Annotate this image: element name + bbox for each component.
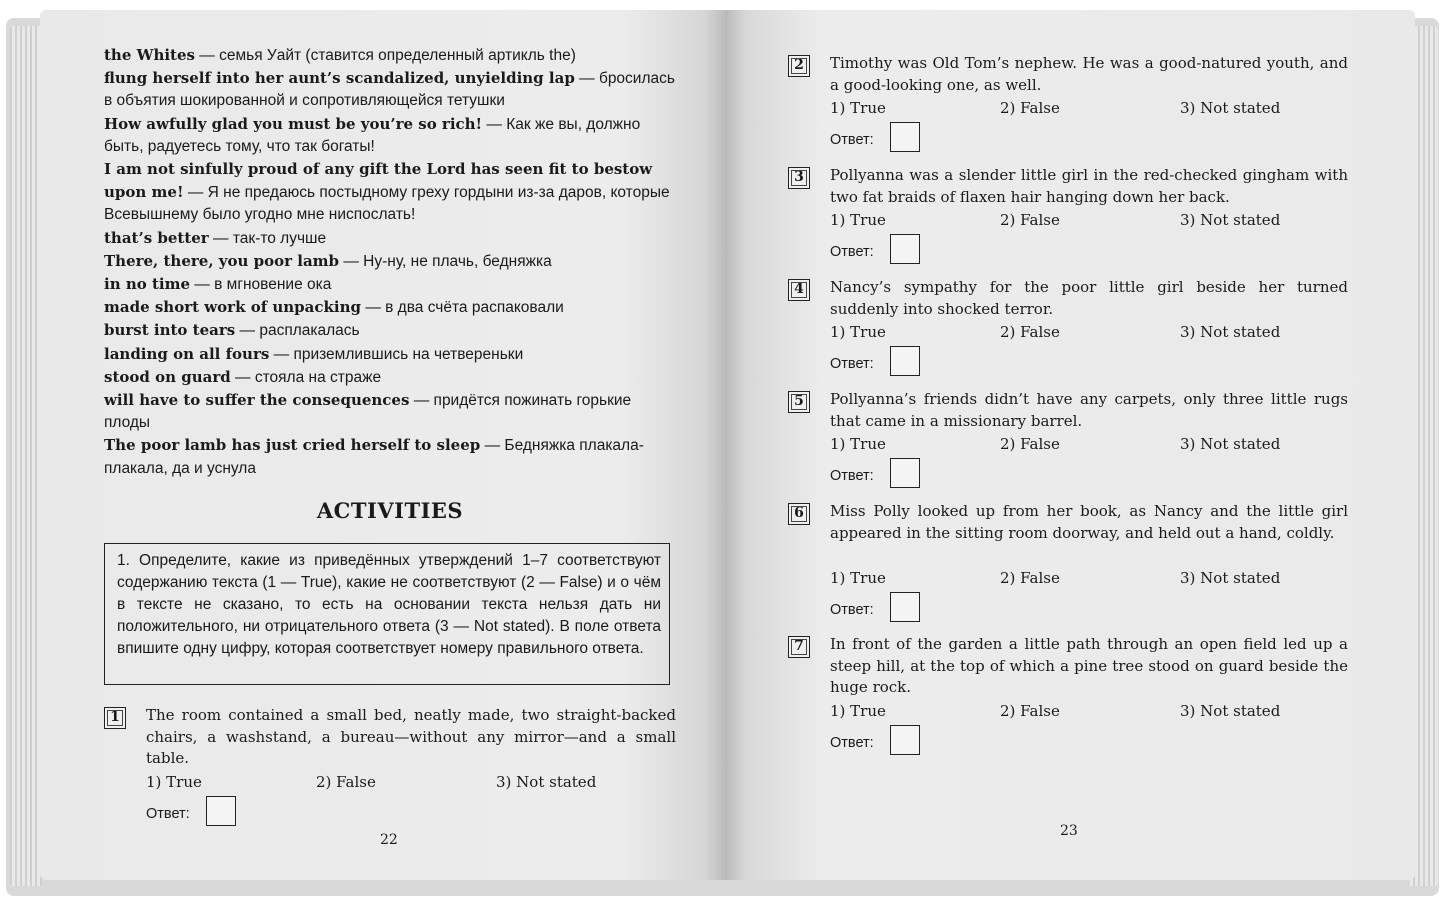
vocab-item: will have to suffer the consequences — придётся пожинать горькие плоды (104, 391, 632, 432)
option-2[interactable]: 2) False (1000, 211, 1060, 229)
option-1[interactable]: 1) True (830, 211, 886, 229)
vocab-english: I am not sinfully proud of any gift the Lord has seen fit to bestow upon me! (104, 160, 653, 202)
answer-label: Ответ: (830, 132, 874, 148)
vocab-item: There, there, you poor lamb — Ну-ну, не плачь, бедняжка (104, 251, 552, 270)
option-2[interactable]: 2) False (316, 772, 376, 791)
question-number: 4 (788, 279, 810, 301)
vocab-russian: в мгновение ока (214, 276, 332, 294)
question-text: Nancy’s sympathy for the poor little girl beside her turned suddenly into shocked terror. (830, 278, 1348, 318)
page-edges-left (10, 26, 42, 886)
answer-label: Ответ: (830, 244, 874, 260)
question-text: Miss Polly looked up from her book, as Nancy and the little girl appeared in the sitting room doorway, and held out a hand, coldly. (830, 502, 1348, 542)
vocab-english: in no time (104, 275, 191, 294)
vocab-russian: так-то лучше (232, 229, 327, 247)
vocab-item: How awfully glad you must be you’re so rich! — Как же вы, должно быть, радуетесь тому, что так богаты! (104, 114, 641, 155)
question-number: 5 (788, 391, 810, 413)
vocab-item: The poor lamb has just cried herself to sleep — Бедняжка плакала-плакала, да и уснула (104, 436, 644, 477)
answer-box[interactable] (206, 796, 236, 826)
vocab-item: I am not sinfully proud of any gift the Lord has seen fit to bestow upon me! — Я не предаюсь постыдному греху гордыни из-за даров, которые Всевышнему было угодно мне ниспослать! (104, 160, 670, 224)
vocabulary-list (104, 44, 676, 480)
answer-label: Ответ: (830, 356, 874, 372)
answer-label: Ответ: (830, 468, 874, 484)
vocab-item: in no time — в мгновение ока (104, 275, 332, 294)
question-text: The room contained a small bed, neatly made, two straight-backed chairs, a washstand, a bureau—without any mirror—and a small table. (146, 706, 676, 767)
activities-heading: ACTIVITIES (316, 498, 464, 523)
question-number: 7 (788, 636, 810, 658)
option-1[interactable]: 1) True (830, 99, 886, 117)
vocab-russian: в два счёта распаковали (385, 299, 564, 317)
vocab-item: that’s better — так-то лучше (104, 228, 327, 247)
vocab-item: landing on all fours — приземлившись на четвереньки (104, 344, 524, 363)
page-number-right: 23 (1060, 823, 1078, 839)
vocab-english: The poor lamb has just cried herself to sleep (104, 436, 481, 455)
option-3[interactable]: 3) Not stated (1180, 701, 1281, 720)
vocab-russian: Я не предаюсь постыдному греху гордыни из-за даров, которые Всевышнему было угодно мне ниспослать! (104, 184, 670, 224)
question-number: 6 (788, 503, 810, 525)
question-text: Pollyanna was a slender little girl in the red-checked gingham with two fat braids of flaxen hair hanging down her back. (830, 166, 1348, 206)
answer-options (830, 210, 1348, 232)
option-1[interactable]: 1) True (146, 772, 202, 791)
option-1[interactable]: 1) True (830, 568, 886, 587)
answer-box[interactable] (890, 592, 920, 622)
option-2[interactable]: 2) False (1000, 99, 1060, 117)
question-text: Timothy was Old Tom’s nephew. He was a good-natured youth, and a good-looking one, as well. (830, 54, 1348, 94)
option-3[interactable]: 3) Not stated (1180, 568, 1281, 587)
question-number: 2 (788, 55, 810, 77)
option-2[interactable]: 2) False (1000, 701, 1060, 720)
vocab-english: stood on guard (104, 367, 231, 386)
answer-box[interactable] (890, 234, 920, 264)
vocab-item: the Whites — семья Уайт (ставится определенный артикль the) (104, 46, 576, 64)
answer-box[interactable] (890, 346, 920, 376)
question-number: 1 (104, 707, 126, 729)
vocab-english: How awfully glad you must be you’re so rich! (104, 114, 483, 133)
vocab-english: There, there, you poor lamb (104, 251, 340, 270)
page-number-left: 22 (380, 832, 398, 848)
answer-box[interactable] (890, 725, 920, 755)
option-1[interactable]: 1) True (830, 323, 886, 341)
vocab-english: flung herself into her aunt’s scandalized, unyielding lap (104, 69, 575, 88)
answer-options (830, 434, 1348, 456)
question-text: In front of the garden a little path through an open field led up a steep hill, at the top of which a pine tree stood on guard beside the huge rock. (830, 635, 1348, 696)
option-2[interactable]: 2) False (1000, 435, 1060, 453)
answer-options (830, 701, 1348, 723)
answer-label: Ответ: (830, 601, 874, 618)
answer-label: Ответ: (830, 734, 874, 751)
task-instruction: 1. Определите, какие из приведённых утверждений 1–7 соответствуют содержанию текста (1 — True), какие не соответствуют (2 — False) и о чём в тексте не сказано, то есть на основании текста нельзя дать ни положительного, ни отрицательного ответа (3 — Not stated). В поле ответа впишите одну цифру, которая соответствует номеру правильного ответа. (104, 543, 670, 685)
vocab-russian: расплакалась (259, 322, 360, 340)
vocab-english: landing on all fours (104, 344, 270, 363)
answer-options (830, 568, 1348, 590)
option-1[interactable]: 1) True (830, 435, 886, 453)
vocab-russian: приземлившись на четвереньки (293, 345, 524, 363)
vocab-item: made short work of unpacking — в два счёта распаковали (104, 298, 564, 317)
vocab-russian: стояла на страже (254, 368, 382, 386)
question-text: Pollyanna’s friends didn’t have any carpets, only three little rugs that came in a missionary barrel. (830, 390, 1348, 430)
vocab-item: stood on guard — стояла на страже (104, 367, 382, 386)
option-2[interactable]: 2) False (1000, 568, 1060, 587)
vocab-russian: Ну-ну, не плачь, бедняжка (363, 252, 552, 270)
answer-options (830, 322, 1348, 344)
vocab-english: that’s better (104, 228, 209, 247)
vocab-english: made short work of unpacking (104, 298, 362, 317)
option-2[interactable]: 2) False (1000, 323, 1060, 341)
option-1[interactable]: 1) True (830, 701, 886, 720)
vocab-russian: Бедняжка плакала-плакала, да и уснула (104, 437, 644, 477)
option-3[interactable]: 3) Not stated (1180, 211, 1281, 229)
answer-box[interactable] (890, 122, 920, 152)
vocab-item: flung herself into her aunt’s scandalized, unyielding lap — бросилась в объятия шокированной и сопротивляющейся тетушки (104, 69, 675, 110)
option-3[interactable]: 3) Not stated (1180, 323, 1281, 341)
option-3[interactable]: 3) Not stated (1180, 99, 1281, 117)
question-number: 3 (788, 167, 810, 189)
option-3[interactable]: 3) Not stated (496, 772, 597, 791)
vocab-item: burst into tears — расплакалась (104, 321, 360, 340)
vocab-english: burst into tears (104, 321, 236, 340)
vocab-russian: семья Уайт (ставится определенный артикль the) (219, 47, 576, 64)
option-3[interactable]: 3) Not stated (1180, 435, 1281, 453)
vocab-russian: бросилась в объятия шокированной и сопротивляющейся тетушки (104, 70, 675, 110)
vocab-russian: Как же вы, должно быть, радуетесь тому, что так богаты! (104, 115, 641, 155)
vocab-russian: придётся пожинать горькие плоды (104, 392, 632, 432)
answer-options (830, 98, 1348, 120)
answer-box[interactable] (890, 458, 920, 488)
answer-label: Ответ: (146, 805, 190, 822)
vocab-english: will have to suffer the consequences (104, 391, 410, 410)
vocab-english: the Whites (104, 46, 195, 64)
answer-options (146, 772, 676, 794)
